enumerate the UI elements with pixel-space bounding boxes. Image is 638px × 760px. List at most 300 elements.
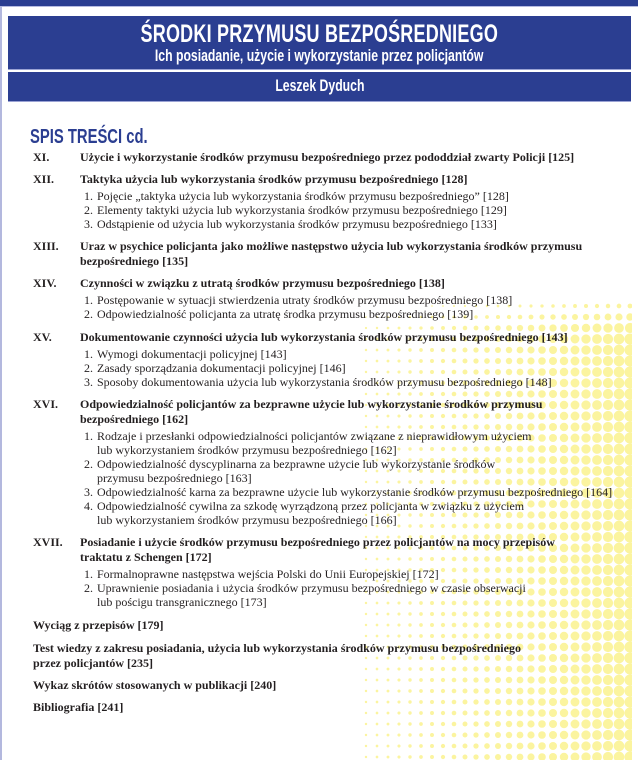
chapter-title[interactable]: Uraz w psychice policjanta jako możliwe następstwo użycia lub wykorzystania środków przymusu — [80, 239, 583, 253]
halftone-dot — [538, 500, 546, 508]
halftone-dot — [452, 733, 457, 738]
halftone-dot — [452, 744, 457, 749]
halftone-dot — [603, 334, 613, 344]
halftone-dot — [397, 623, 400, 626]
halftone-dot — [538, 654, 546, 662]
halftone-dot — [549, 401, 557, 409]
halftone-dot — [473, 567, 478, 572]
halftone-dot — [495, 457, 501, 463]
halftone-dot — [560, 379, 568, 387]
halftone-dot — [571, 456, 580, 465]
item-title[interactable]: Odpowiedzialność dyscyplinarna za bezprawne użycie lub wykorzystanie środków — [97, 457, 496, 471]
halftone-dot — [430, 656, 434, 660]
halftone-dot — [624, 542, 632, 553]
halftone-dot — [592, 642, 602, 652]
halftone-dot — [603, 444, 613, 454]
halftone-dot — [419, 722, 423, 726]
chapter-number: XVI. — [33, 397, 59, 411]
chapter-title-cont[interactable]: bezpośredniego [162] — [80, 412, 189, 426]
halftone-dot — [376, 635, 379, 638]
halftone-dot — [408, 392, 411, 395]
halftone-dot — [441, 612, 445, 616]
halftone-dot — [408, 733, 411, 736]
halftone-dot — [463, 733, 468, 738]
halftone-dot — [463, 370, 468, 375]
halftone-dot — [549, 566, 557, 574]
book-subtitle: Ich posiadanie, użycie i wykorzystanie przez policjantów — [155, 46, 484, 65]
halftone-dot — [614, 499, 625, 510]
halftone-dot — [463, 612, 468, 617]
item-title[interactable]: Rodzaje i przesłanki odpowiedzialności policjantów związane z nieprawidłowym użyciem — [97, 429, 532, 443]
halftone-dot — [527, 522, 534, 529]
halftone-dot — [592, 752, 602, 760]
item-number: 3. — [84, 375, 93, 389]
halftone-dot — [430, 414, 434, 418]
halftone-dot — [560, 709, 568, 717]
halftone-dot — [583, 314, 589, 320]
halftone-dot — [549, 346, 557, 354]
halftone-dot-pattern — [360, 300, 632, 760]
halftone-dot — [549, 357, 557, 365]
halftone-dot — [527, 654, 534, 661]
halftone-dot — [571, 445, 580, 454]
halftone-dot — [527, 555, 534, 562]
halftone-dot — [603, 598, 613, 608]
halftone-dot — [463, 447, 468, 452]
halftone-dot — [473, 677, 478, 682]
halftone-dot — [549, 555, 557, 563]
halftone-dot — [441, 447, 445, 451]
halftone-dot — [560, 632, 568, 640]
halftone-dot — [624, 432, 632, 443]
halftone-dot — [549, 412, 557, 420]
halftone-dot — [397, 557, 400, 560]
halftone-dot — [603, 664, 613, 674]
halftone-dot — [624, 751, 632, 760]
item-title[interactable]: Elementy taktyki użycia lub wykorzystania środków przymusu bezpośredniego [129] — [97, 203, 507, 217]
halftone-dot — [419, 370, 423, 374]
halftone-dot — [506, 413, 512, 419]
halftone-dot — [397, 711, 400, 714]
chapter-number: XII. — [33, 172, 55, 186]
halftone-dot — [527, 698, 534, 705]
halftone-dot — [561, 314, 567, 320]
halftone-dot — [419, 359, 423, 363]
halftone-dot — [560, 533, 568, 541]
halftone-dot — [376, 745, 379, 748]
halftone-dot — [473, 413, 478, 418]
halftone-dot — [441, 557, 445, 561]
halftone-dot — [430, 348, 434, 352]
halftone-dot — [603, 719, 613, 729]
halftone-dot — [614, 697, 625, 708]
halftone-dot — [506, 457, 512, 463]
halftone-dot — [419, 392, 423, 396]
halftone-dot — [560, 522, 568, 530]
halftone-dot — [495, 677, 501, 683]
halftone-dot — [473, 611, 478, 616]
halftone-dot — [624, 443, 632, 454]
halftone-dot — [495, 666, 501, 672]
halftone-dot — [517, 732, 524, 739]
halftone-dot — [506, 710, 512, 716]
item-title[interactable]: Pojęcie „taktyka użycia lub wykorzystania środków przymusu bezpośredniego” [128] — [97, 189, 509, 203]
halftone-dot — [551, 304, 555, 308]
item-title[interactable]: Zasady sporządzania dokumentacji policyjnej [146] — [97, 361, 346, 375]
item-title-cont[interactable]: lub wykorzystaniem środków przymusu bezpośredniego [166] — [97, 513, 397, 527]
halftone-dot — [527, 456, 534, 463]
item-title[interactable]: Odstąpienie od użycia lub wykorzystania środków przymusu bezpośredniego [133] — [97, 217, 497, 231]
halftone-dot — [560, 566, 568, 574]
halftone-dot — [527, 643, 534, 650]
title-banner — [8, 16, 631, 69]
item-number: 1. — [84, 347, 93, 361]
halftone-dot — [527, 357, 534, 364]
halftone-dot — [592, 565, 602, 575]
halftone-dot — [452, 755, 457, 760]
halftone-dot — [625, 323, 632, 333]
halftone-dot — [603, 752, 613, 760]
halftone-dot — [592, 455, 602, 465]
chapter-title-cont[interactable]: traktatu z Schengen [172] — [80, 550, 212, 564]
halftone-dot — [614, 664, 625, 675]
halftone-dot — [517, 710, 524, 717]
halftone-dot — [484, 446, 490, 452]
halftone-dot — [473, 622, 478, 627]
halftone-dot — [538, 357, 546, 365]
halftone-dot — [495, 655, 501, 661]
extra-entry-bibliografia[interactable]: Bibliografia [241] — [33, 700, 124, 714]
halftone-dot — [538, 676, 546, 684]
halftone-dot — [452, 722, 457, 727]
halftone-dot — [549, 423, 557, 431]
chapter-title[interactable]: Dokumentowanie czynności użycia lub wykorzystania środków przymusu bezpośredniego [143] — [80, 330, 568, 344]
halftone-dot — [387, 602, 390, 605]
halftone-dot — [560, 467, 568, 475]
halftone-dot — [603, 510, 613, 520]
halftone-dot — [614, 477, 625, 488]
halftone-dot — [527, 412, 534, 419]
halftone-dot — [549, 654, 557, 662]
halftone-dot — [614, 576, 625, 587]
halftone-dot — [419, 744, 423, 748]
halftone-dot — [473, 369, 478, 374]
halftone-dot — [592, 334, 602, 344]
halftone-dot — [560, 555, 568, 563]
halftone-dot — [527, 621, 534, 628]
halftone-dot — [571, 412, 580, 421]
halftone-dot — [463, 689, 468, 694]
halftone-dot — [441, 755, 445, 759]
halftone-dot — [592, 422, 602, 432]
halftone-dot — [506, 699, 512, 705]
halftone-dot — [484, 622, 490, 628]
item-title[interactable]: Sposoby dokumentowania użycia lub wykorzystania środków przymusu bezpośredniego [148] — [97, 375, 552, 389]
halftone-dot — [626, 313, 632, 321]
extra-entry-wyciag[interactable]: Wyciąg z przepisów [179] — [33, 618, 164, 632]
item-number: 2. — [84, 307, 93, 321]
halftone-dot — [376, 734, 379, 737]
halftone-dot — [506, 677, 512, 683]
halftone-dot — [581, 378, 590, 387]
halftone-dot — [484, 633, 490, 639]
halftone-dot — [387, 327, 390, 330]
halftone-dot — [365, 426, 367, 428]
halftone-dot — [463, 392, 468, 397]
halftone-dot — [581, 532, 590, 541]
halftone-dot — [441, 414, 445, 418]
halftone-dot — [581, 334, 590, 343]
halftone-dot — [365, 393, 367, 395]
item-title[interactable]: Postępowanie w sytuacji stwierdzenia utraty środków przymusu bezpośredniego [138] — [97, 293, 513, 307]
halftone-dot — [473, 721, 478, 726]
halftone-dot — [495, 468, 501, 474]
halftone-dot — [614, 752, 625, 760]
halftone-dot — [592, 466, 602, 476]
halftone-dot — [624, 509, 632, 520]
halftone-dot — [614, 565, 625, 576]
halftone-dot — [603, 708, 613, 718]
halftone-dot — [571, 511, 580, 520]
halftone-dot — [581, 444, 590, 453]
halftone-dot — [495, 556, 501, 562]
halftone-dot — [624, 355, 632, 366]
halftone-dot — [397, 700, 400, 703]
halftone-dot — [387, 360, 390, 363]
halftone-dot — [581, 697, 590, 706]
halftone-dot — [527, 588, 534, 595]
halftone-dot — [430, 513, 434, 517]
item-number: 2. — [84, 361, 93, 375]
chapter-title[interactable]: Odpowiedzialność policjantów za bezprawne użycie lub wykorzystanie środków przymusu — [80, 397, 543, 411]
halftone-dot — [452, 524, 457, 529]
halftone-dot — [614, 400, 625, 411]
halftone-dot — [624, 520, 632, 531]
halftone-dot — [529, 315, 534, 320]
halftone-dot — [538, 610, 546, 618]
halftone-dot — [430, 557, 434, 561]
halftone-dot — [571, 434, 580, 443]
halftone-dot — [603, 422, 613, 432]
item-number: 1. — [84, 567, 93, 581]
halftone-dot — [419, 667, 423, 671]
halftone-dot — [562, 304, 566, 308]
halftone-dot — [408, 557, 411, 560]
halftone-dot — [549, 445, 557, 453]
halftone-dot — [571, 324, 579, 332]
halftone-dot — [517, 567, 524, 574]
halftone-dot — [517, 413, 524, 420]
halftone-dot — [452, 480, 457, 485]
item-title[interactable]: Formalnoprawne następstwa wejścia Polski do Unii Europejskiej [172] — [97, 567, 439, 581]
halftone-dot — [441, 348, 445, 352]
halftone-dot — [529, 304, 532, 307]
halftone-dot — [603, 642, 613, 652]
halftone-dot — [603, 609, 613, 619]
halftone-dot — [495, 446, 501, 452]
halftone-dot — [376, 613, 379, 616]
halftone-dot — [430, 634, 434, 638]
halftone-dot — [365, 371, 367, 373]
halftone-dot — [624, 465, 632, 476]
item-title-cont[interactable]: przymusu bezpośredniego [163] — [97, 471, 252, 485]
halftone-dot — [614, 510, 625, 521]
halftone-dot — [430, 392, 434, 396]
halftone-dot — [581, 345, 590, 354]
halftone-dot — [506, 523, 512, 529]
halftone-dot — [473, 754, 478, 759]
halftone-dot — [430, 722, 434, 726]
halftone-dot — [527, 709, 534, 716]
halftone-dot — [365, 679, 367, 681]
halftone-dot — [592, 554, 602, 564]
halftone-dot — [408, 414, 411, 417]
halftone-dot — [473, 688, 478, 693]
chapter-number: XIII. — [33, 239, 59, 253]
halftone-dot — [517, 347, 524, 354]
halftone-dot — [614, 609, 625, 620]
halftone-dot — [473, 479, 478, 484]
halftone-dot — [571, 687, 580, 696]
halftone-dot — [527, 720, 534, 727]
halftone-dot — [581, 708, 590, 717]
halftone-dot — [463, 524, 468, 529]
halftone-dot — [560, 698, 568, 706]
extra-entry-test[interactable]: Test wiedzy z zakresu posiadania, użycia lub wykorzystania środków przymusu bezpośredniego — [33, 641, 521, 655]
halftone-dot — [614, 356, 625, 367]
halftone-dot — [397, 667, 400, 670]
halftone-dot — [571, 390, 580, 399]
halftone-dot — [581, 389, 590, 398]
halftone-dot — [376, 426, 379, 429]
item-title[interactable]: Odpowiedzialność policjanta za utratę środka przymusu bezpośredniego [139] — [97, 307, 474, 321]
item-title-cont[interactable]: lub pościgu transgranicznego [173] — [97, 595, 267, 609]
halftone-dot — [484, 391, 490, 397]
halftone-dot — [549, 500, 557, 508]
halftone-dot — [527, 511, 534, 518]
halftone-dot — [624, 476, 632, 487]
halftone-dot — [549, 434, 557, 442]
halftone-dot — [517, 633, 524, 640]
halftone-dot — [571, 753, 580, 760]
halftone-dot — [506, 567, 512, 573]
halftone-dot — [506, 754, 512, 760]
halftone-dot — [397, 601, 400, 604]
halftone-dot — [484, 655, 490, 661]
halftone-dot — [571, 588, 580, 597]
halftone-dot — [408, 370, 411, 373]
halftone-dot — [603, 697, 613, 707]
halftone-dot — [624, 597, 632, 608]
halftone-dot — [603, 411, 613, 421]
halftone-dot — [473, 391, 478, 396]
halftone-dot — [484, 358, 490, 364]
chapter-title-cont[interactable]: bezpośredniego [135] — [80, 254, 189, 268]
extra-entry-test-cont[interactable]: przez policjantów [235] — [33, 656, 153, 670]
halftone-dot — [614, 367, 625, 378]
halftone-dot — [365, 756, 367, 758]
item-title-cont[interactable]: lub wykorzystaniem środków przymusu bezpośredniego [162] — [97, 443, 397, 457]
halftone-dot — [614, 323, 624, 333]
halftone-dot — [463, 711, 468, 716]
halftone-dot — [527, 742, 534, 749]
halftone-dot — [581, 499, 590, 508]
halftone-dot — [549, 610, 557, 618]
halftone-dot — [603, 433, 613, 443]
chapter-title[interactable]: Użycie i wykorzystanie środków przymusu bezpośredniego przez pododdział zwarty Policji [125] — [80, 150, 575, 164]
halftone-dot — [581, 642, 590, 651]
halftone-dot — [592, 719, 602, 729]
halftone-dot — [614, 620, 625, 631]
chapter-title[interactable]: Taktyka użycia lub wykorzystania środków przymusu bezpośredniego [128] — [80, 172, 468, 186]
halftone-dot — [560, 742, 568, 750]
halftone-dot — [549, 731, 557, 739]
halftone-dot — [397, 678, 400, 681]
halftone-dot — [571, 610, 580, 619]
halftone-dot — [581, 510, 590, 519]
extra-entry-wykaz[interactable]: Wykaz skrótów stosowanych w publikacji [240] — [33, 678, 277, 692]
halftone-dot — [387, 712, 390, 715]
halftone-dot — [506, 556, 512, 562]
halftone-dot — [506, 633, 512, 639]
item-title[interactable]: Odpowiedzialność karna za bezprawne użycie lub wykorzystanie środków przymusu bezpośredniego [164] — [97, 485, 613, 499]
halftone-dot — [571, 566, 580, 575]
halftone-dot — [430, 733, 434, 737]
halftone-dot — [571, 346, 580, 355]
halftone-dot — [584, 304, 588, 308]
halftone-dot — [571, 643, 580, 652]
halftone-dot — [624, 498, 632, 509]
halftone-dot — [506, 622, 512, 628]
author-banner — [8, 72, 631, 101]
halftone-dot — [506, 666, 512, 672]
halftone-dot — [484, 721, 490, 727]
halftone-dot — [549, 643, 557, 651]
halftone-dot — [560, 643, 568, 651]
halftone-dot — [592, 521, 602, 531]
halftone-dot — [441, 513, 445, 517]
halftone-dot — [527, 500, 534, 507]
halftone-dot — [571, 599, 580, 608]
item-title[interactable]: Uprawnienie posiadania i użycia środków przymusu bezpośredniego w czasie obserwacji — [97, 581, 526, 595]
halftone-dot — [517, 556, 524, 563]
halftone-dot — [539, 314, 544, 319]
halftone-dot — [603, 631, 613, 641]
halftone-dot — [560, 687, 568, 695]
halftone-dot — [549, 676, 557, 684]
halftone-dot — [495, 413, 501, 419]
halftone-dot — [614, 741, 625, 752]
item-title[interactable]: Wymogi dokumentacji policyjnej [143] — [97, 347, 287, 361]
halftone-dot — [408, 348, 411, 351]
halftone-dot — [614, 631, 625, 642]
halftone-dot — [571, 522, 580, 531]
chapter-title[interactable]: Czynności w związku z utratą środków przymusu bezpośredniego [138] — [80, 276, 445, 290]
halftone-dot — [581, 675, 590, 684]
chapter-title[interactable]: Posiadanie i użycie środków przymusu bezpośredniego przez policjantów na mocy przepisów — [80, 535, 555, 549]
halftone-dot — [549, 742, 557, 750]
halftone-dot — [614, 532, 625, 543]
halftone-dot — [538, 599, 546, 607]
halftone-dot — [441, 733, 445, 737]
halftone-dot — [441, 689, 445, 693]
item-title[interactable]: Odpowiedzialność cywilna za szkodę wyrządzoną przez policjanta w związku z użyciem — [97, 499, 525, 513]
halftone-dot — [506, 732, 512, 738]
halftone-dot — [571, 731, 580, 740]
halftone-dot — [581, 576, 590, 585]
halftone-dot — [441, 744, 445, 748]
halftone-dot — [538, 434, 546, 442]
